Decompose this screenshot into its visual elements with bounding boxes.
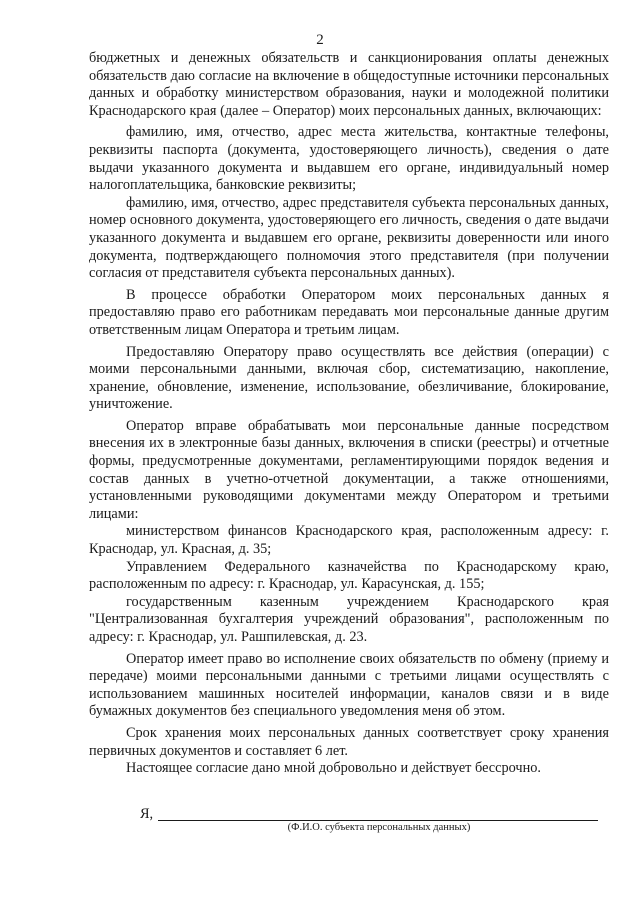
document-body xyxy=(89,50,609,778)
paragraph-consent-intro: бюджетных и денежных обязательств и санкционирования оплаты денежных обязательств даю согласие на включение в общедоступные источники персональных данных и обработку министерством образования, науки и молодежной политики Краснодарского края (далее – Оператор) моих персональных данных, включающих: xyxy=(89,50,609,119)
paragraph-data-exchange: Оператор имеет право во исполнение своих обязательств по обмену (приему и передаче) моими персональными данными с третьими лицами осуществлять с использованием машинных носителей информации, каналов связи и в виде бумажных документов без специального уведомления меня об этом. xyxy=(89,650,609,720)
signature-line[interactable] xyxy=(158,820,598,821)
paragraph-processing-actions: Предоставляю Оператору право осуществлять все действия (операции) с моими персональными данными, включая сбор, систематизацию, накопление, хранение, обновление, изменение, использование, обезличивание, блокирование, уничтожение. xyxy=(89,343,609,413)
paragraph-transfer-right: В процессе обработки Оператором моих персональных данных я предоставляю право его работникам передавать мои персональные данные другим ответственным лицам Оператора и третьим лицам. xyxy=(89,286,609,338)
paragraph-centralized-accounting: государственным казенным учреждением Краснодарского края "Централизованная бухгалтерия учреждений образования", расположенным по адресу: г. Краснодар, ул. Рашпилевская, д. 23. xyxy=(89,593,609,645)
paragraph-personal-data-items: фамилию, имя, отчество, адрес места жительства, контактные телефоны, реквизиты паспорта (документа, удостоверяющего личность), сведения о дате выдачи указанного документа и выдавшем его органе, индивидуальный номер налогоплательщика, банковские реквизиты; xyxy=(89,124,609,194)
paragraph-processing-methods: Оператор вправе обрабатывать мои персональные данные посредством внесения их в электронные базы данных, включения в списки (реестры) и отчетные формы, предусмотренные документами, регламентирующими порядок ведения и состав данных в учетно-отчетной документации, а также отношениями, установленными руководящими документами между Оператором и третьими лицами: xyxy=(89,417,609,522)
signature-prefix: Я, xyxy=(140,806,154,822)
paragraph-federal-treasury: Управлением Федерального казначейства по Краснодарскому краю, расположенным по адресу: г. Краснодар, ул. Карасунская, д. 155; xyxy=(89,558,609,593)
paragraph-representative-data: фамилию, имя, отчество, адрес представителя субъекта персональных данных, номер основного документа, удостоверяющего его личность, сведения о дате выдачи указанного документа и выдавшем его органе, реквизиты доверенности или иного документа, подтверждающего полномочия этого представителя (при получении согласия от представителя субъекта персональных данных). xyxy=(89,194,609,282)
paragraph-storage-period: Срок хранения моих персональных данных соответствует сроку хранения первичных документов и составляет 6 лет. xyxy=(89,724,609,759)
signature-caption: (Ф.И.О. субъекта персональных данных) xyxy=(287,822,471,833)
paragraph-ministry-of-finance: министерством финансов Краснодарского края, расположенным адресу: г. Краснодар, ул. Красная, д. 35; xyxy=(89,523,609,558)
page-number: 2 xyxy=(316,32,324,48)
paragraph-consent-validity: Настоящее согласие дано мной добровольно и действует бессрочно. xyxy=(126,760,541,777)
